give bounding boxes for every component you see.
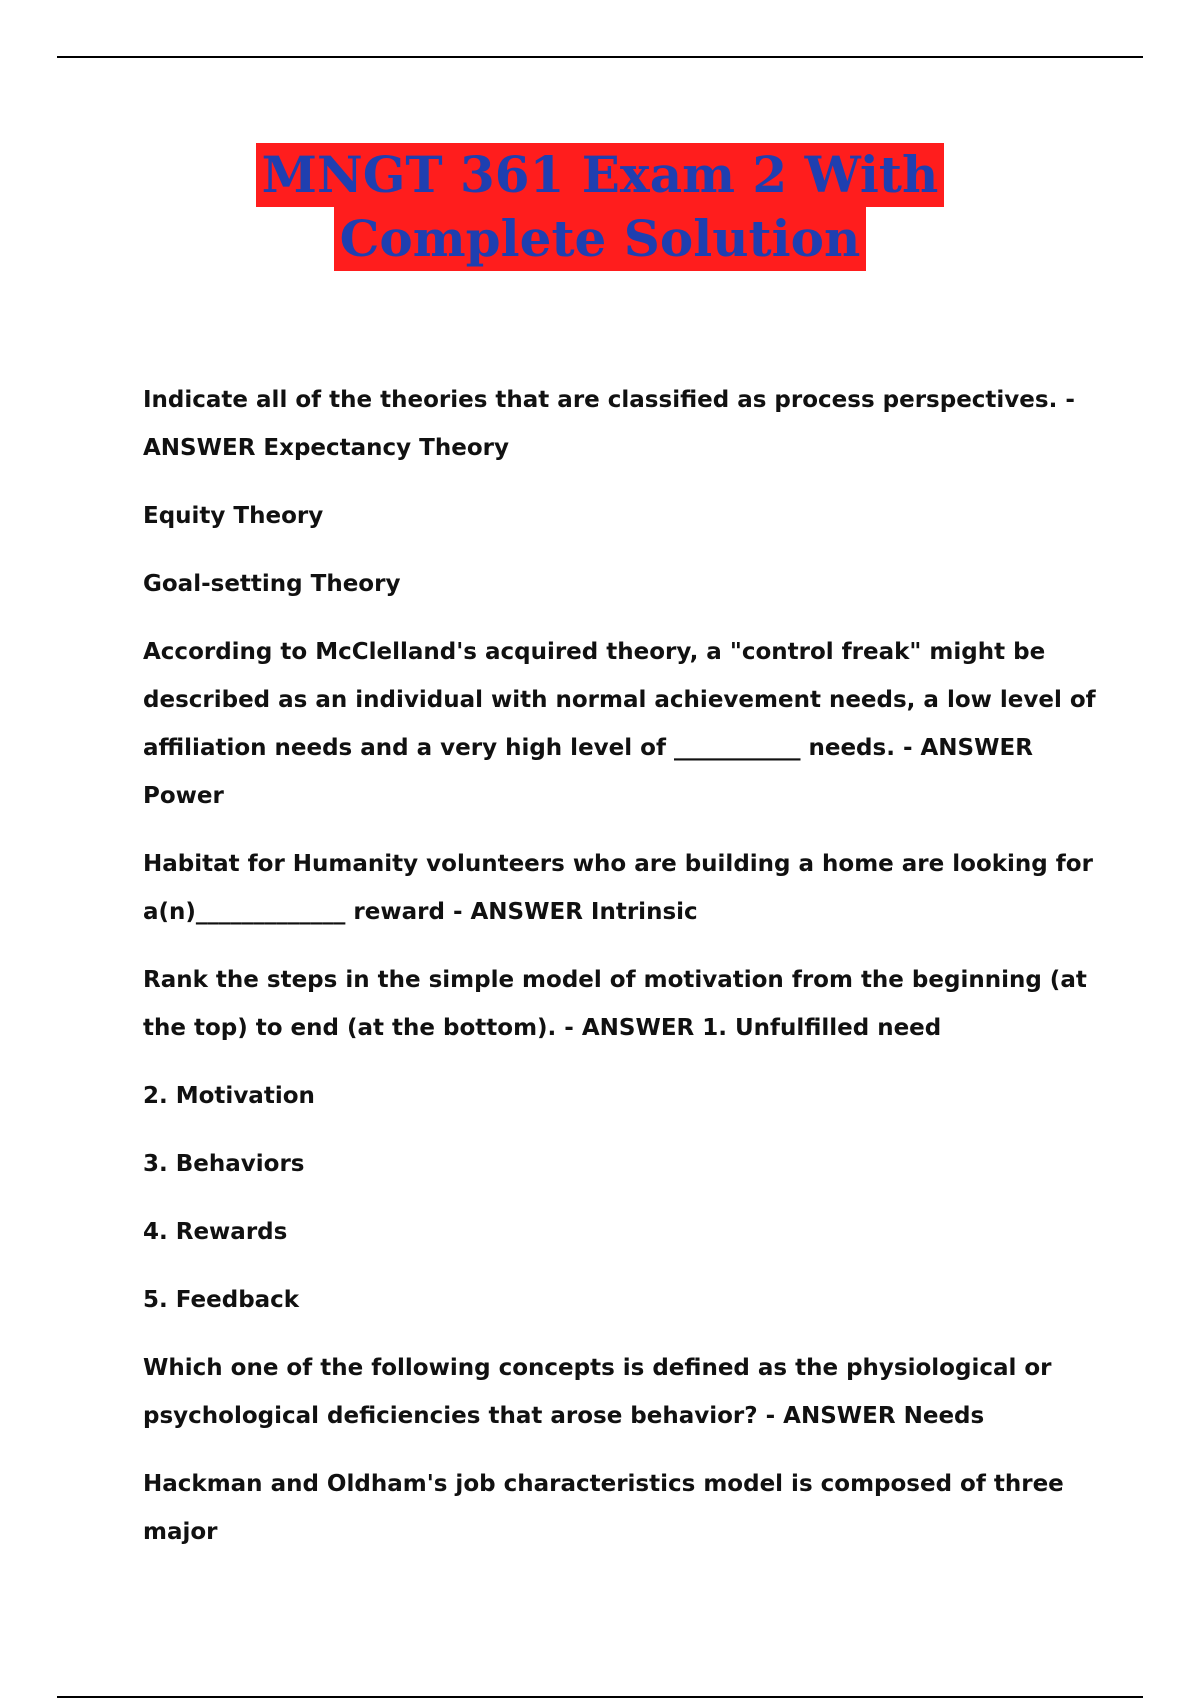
- title-line-1: MNGT 361 Exam 2 With: [256, 143, 945, 207]
- title-line-2: Complete Solution: [334, 207, 867, 271]
- paragraph: Habitat for Humanity volunteers who are building a home are looking for a(n)_____________ reward - ANSWER Intrinsic: [143, 851, 1101, 925]
- paragraph: 4. Rewards: [143, 1219, 288, 1245]
- document-title: [0, 143, 1200, 271]
- paragraph: Equity Theory: [143, 503, 324, 529]
- paragraph: According to McClelland's acquired theory, a "control freak" might be described as an individual with normal achievement needs, a low level of affiliation needs and a very high level of ___________ needs. - ANSWER Power: [143, 639, 1104, 809]
- paragraph: 3. Behaviors: [143, 1151, 305, 1177]
- paragraph: 5. Feedback: [143, 1287, 300, 1313]
- paragraph: Goal-setting Theory: [143, 571, 401, 597]
- top-rule: [57, 56, 1143, 58]
- paragraph: Hackman and Oldham's job characteristics model is composed of three major: [143, 1471, 1072, 1545]
- paragraph: Indicate all of the theories that are classified as process perspectives. - ANSWER Expectancy Theory: [143, 387, 1083, 461]
- paragraph: 2. Motivation: [143, 1083, 315, 1109]
- document-body: [143, 376, 1103, 1576]
- paragraph: Rank the steps in the simple model of motivation from the beginning (at the top) to end (at the bottom). - ANSWER 1. Unfulfilled need: [143, 967, 1095, 1041]
- bottom-rule: [57, 1696, 1143, 1698]
- paragraph: Which one of the following concepts is defined as the physiological or psychological deficiencies that arose behavior? - ANSWER Needs: [143, 1355, 1060, 1429]
